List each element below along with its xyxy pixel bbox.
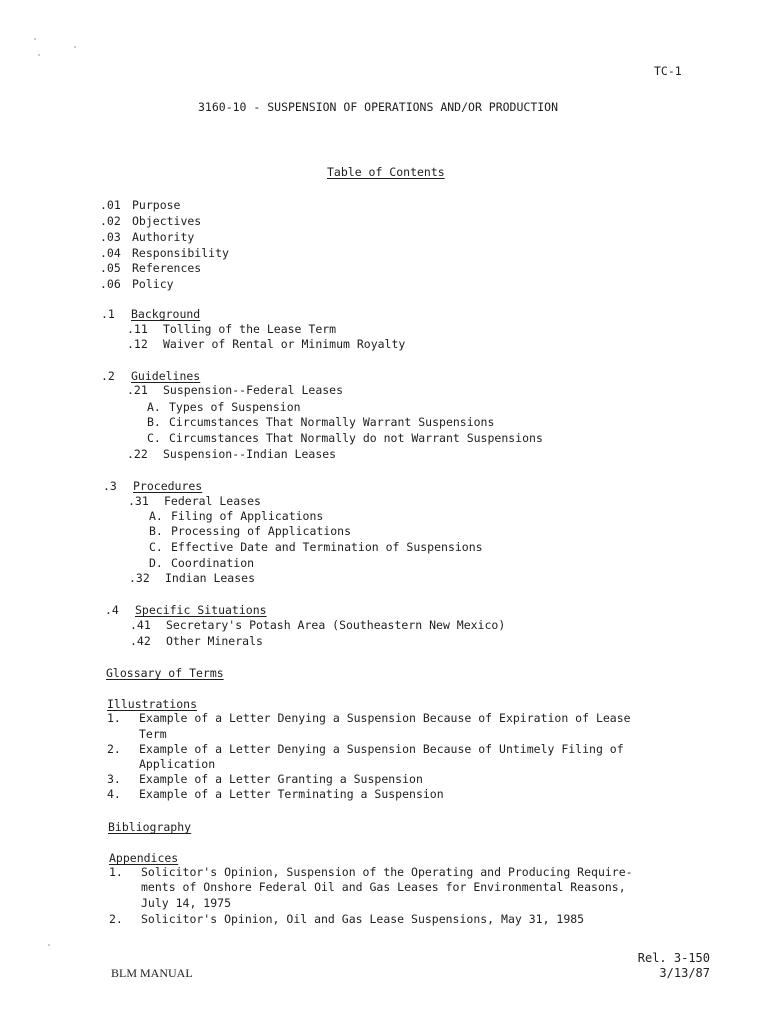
bibliography-heading: Bibliography [108, 820, 192, 834]
illustration-item-cont: Term [139, 727, 167, 741]
toc-subitem: .32 Indian Leases [129, 571, 256, 585]
toc-subitem: .11 Tolling of the Lease Term [127, 322, 337, 336]
appendices-heading: Appendices [109, 851, 179, 865]
toc-subsubitem: D. Coordination [149, 556, 255, 570]
document-heading: 3160-10 - SUSPENSION OF OPERATIONS AND/OR PRODUCTION [198, 100, 559, 114]
toc-item: .03 Authority [100, 230, 195, 244]
toc-subsubitem: C. Effective Date and Termination of Suspensions [149, 540, 483, 554]
toc-item: .02 Objectives [100, 214, 202, 228]
illustrations-heading: Illustrations [107, 697, 198, 711]
toc-subsubitem: B. Processing of Applications [149, 524, 352, 538]
section-procedures: .3 Procedures [103, 479, 203, 493]
footer-date: 3/13/87 [659, 966, 710, 980]
page-id: TC-1 [654, 64, 682, 78]
appendix-item: 2. Solicitor's Opinion, Oil and Gas Lease Suspensions, May 31, 1985 [109, 912, 585, 926]
toc-item: .05 References [100, 261, 202, 275]
illustration-item: 3. Example of a Letter Granting a Suspension [107, 772, 423, 786]
toc-subsubitem: A. Types of Suspension [147, 400, 301, 414]
toc-subsubitem: A. Filing of Applications [149, 509, 324, 523]
appendix-item: 1. Solicitor's Opinion, Suspension of the Operating and Producing Require- [109, 865, 633, 879]
glossary-heading: Glossary of Terms [106, 666, 224, 680]
toc-subitem: .41 Secretary's Potash Area (Southeastern New Mexico) [130, 618, 506, 632]
scan-speck [38, 54, 40, 56]
toc-subitem: .42 Other Minerals [130, 634, 263, 648]
footer-manual: BLM MANUAL [111, 966, 193, 980]
toc-subsubitem: C. Circumstances That Normally do not Warrant Suspensions [147, 431, 543, 445]
toc-subsubitem: B. Circumstances That Normally Warrant Suspensions [147, 415, 495, 429]
section-specific-situations: .4 Specific Situations [105, 603, 267, 617]
toc-subitem: .12 Waiver of Rental or Minimum Royalty [127, 337, 406, 351]
toc-subitem: .21 Suspension--Federal Leases [127, 383, 344, 397]
section-background: .1 Background [101, 307, 201, 321]
illustration-item: 1. Example of a Letter Denying a Suspension Because of Expiration of Lease [107, 711, 631, 725]
toc-title: Table of Contents [327, 165, 445, 179]
toc-item: .06 Policy [100, 277, 174, 291]
scan-speck [74, 46, 76, 48]
toc-item: .01 Purpose [100, 198, 181, 212]
illustration-item: 4. Example of a Letter Terminating a Suspension [107, 787, 444, 801]
toc-subitem: .31 Federal Leases [128, 494, 261, 508]
scan-speck [34, 38, 36, 40]
footer-release: Rel. 3-150 [637, 951, 710, 965]
section-guidelines: .2 Guidelines [101, 369, 201, 383]
scan-speck [48, 944, 50, 946]
appendix-item-cont: ments of Onshore Federal Oil and Gas Leases for Environmental Reasons, [141, 880, 626, 894]
toc-item: .04 Responsibility [100, 246, 229, 260]
illustration-item: 2. Example of a Letter Denying a Suspension Because of Untimely Filing of [107, 742, 624, 756]
toc-subitem: .22 Suspension--Indian Leases [127, 447, 337, 461]
illustration-item-cont: Application [139, 757, 216, 771]
appendix-item-cont: July 14, 1975 [141, 896, 232, 910]
